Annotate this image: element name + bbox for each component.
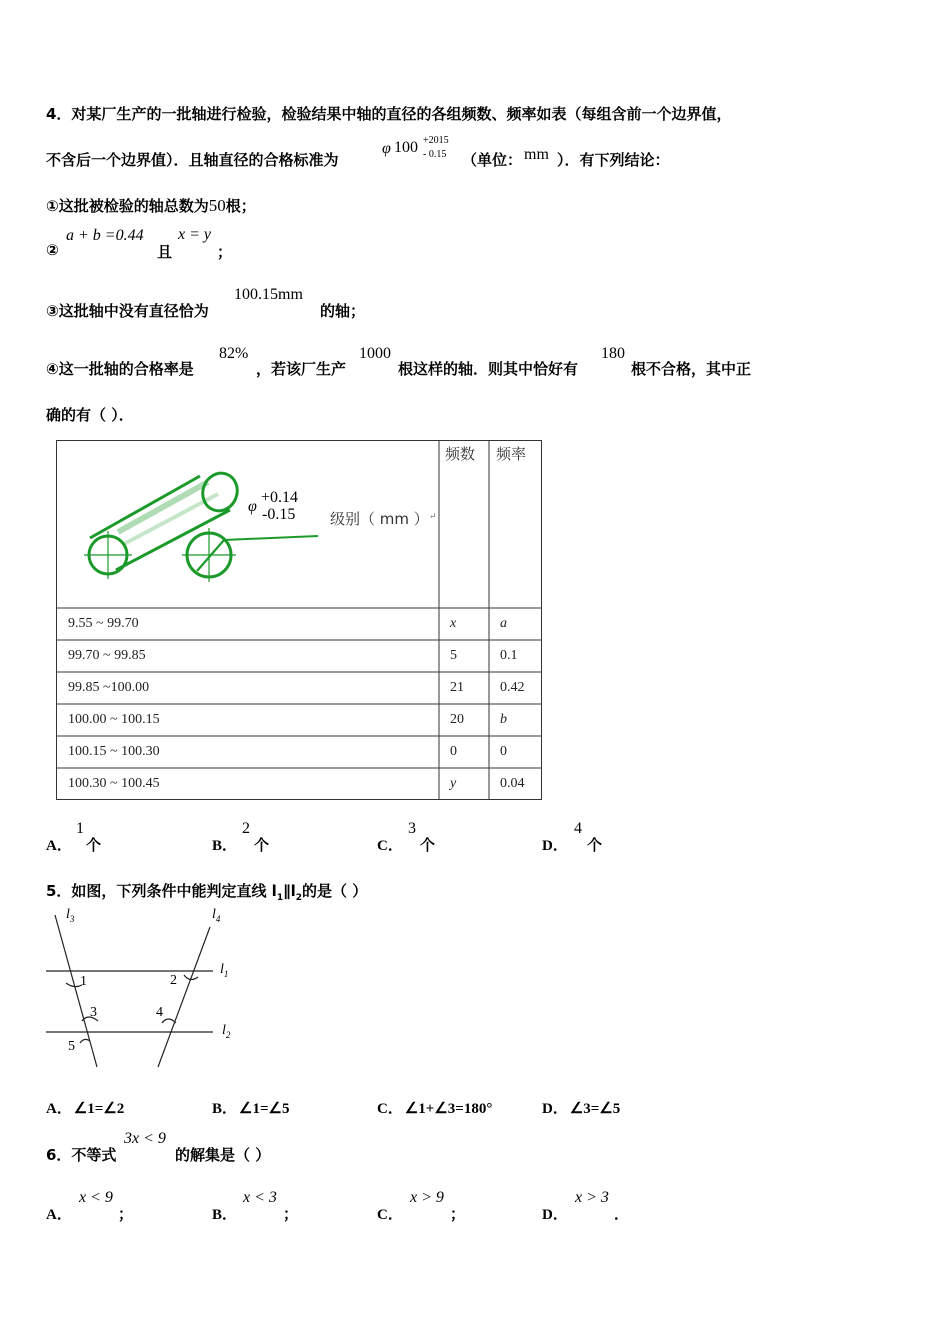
table-row-frequency: 21	[450, 680, 464, 695]
table-row-range: 100.15 ~ 100.30	[68, 744, 160, 759]
table-row-frequency: 20	[450, 712, 464, 727]
s1-text-a: ①这批被检验的轴总数为	[46, 197, 209, 215]
q4-option-c-value: 3	[408, 820, 416, 837]
table-row-rate: a	[500, 616, 507, 631]
q5-option-b-text: ∠1=∠5	[239, 1101, 290, 1117]
q4-line2-c: ）．有下列结论：	[557, 151, 670, 169]
q4-option-a-unit: 个	[86, 836, 102, 854]
q5-option-a[interactable]	[46, 1097, 124, 1118]
table-row-rate: 0.04	[500, 776, 525, 791]
table-row-range: 99.70 ~ 99.85	[68, 648, 146, 663]
fig-tol-phi: φ	[248, 498, 257, 515]
return-mark: ↵	[429, 512, 437, 522]
s1-num: 50	[208, 196, 226, 215]
q6-option-d-letter[interactable]: D．	[542, 1207, 568, 1223]
q4-phi-sup: +2015	[423, 135, 449, 146]
table-row-range: 100.00 ~ 100.15	[68, 712, 160, 727]
q4-statement-2-and: 且	[157, 243, 173, 261]
q5-option-b[interactable]	[212, 1097, 289, 1118]
q4-statement-2-end: ；	[217, 243, 233, 261]
q6-option-a-letter[interactable]: A．	[46, 1207, 72, 1223]
table-row-range: 9.55 ~ 99.70	[68, 616, 139, 631]
q5-option-d-text: ∠3=∠5	[569, 1101, 621, 1117]
table-row-frequency: 0	[450, 744, 457, 759]
table-row-range: 100.30 ~ 100.45	[68, 776, 160, 791]
label-l1: $l_1$	[220, 962, 229, 979]
q4-option-b-value: 2	[242, 820, 250, 837]
header-rate: 频率	[496, 445, 527, 463]
s1-text-b: 根；	[225, 197, 256, 215]
q5-option-c-text: ∠1+∠3=180°	[404, 1101, 493, 1117]
q6-option-c-letter[interactable]: C．	[377, 1207, 403, 1223]
q4-statement-4-pct: 82%	[219, 345, 249, 362]
q6-option-d-end: ．	[614, 1205, 630, 1223]
q4-statement-3-b: 的轴；	[320, 302, 366, 320]
q5-option-b-letter: B．	[212, 1101, 238, 1117]
q4-line2-b: （单位：	[462, 151, 523, 169]
q5-option-c[interactable]	[377, 1097, 492, 1118]
shaft-icon	[78, 460, 328, 610]
q6-option-a-end: ；	[118, 1205, 134, 1223]
table-row-frequency: 5	[450, 648, 457, 663]
q4-line-end: 确的有（ ）．	[46, 406, 134, 424]
q4-option-c-unit: 个	[420, 836, 436, 854]
label-l3: $l_3$	[66, 907, 75, 924]
q6-stem-a: 6．不等式	[46, 1146, 117, 1164]
q6-option-b-math: x < 3	[243, 1189, 277, 1206]
q4-option-a-letter[interactable]: A．	[46, 838, 72, 854]
q6-option-b-end: ；	[283, 1205, 299, 1223]
q4-option-d-unit: 个	[587, 836, 603, 854]
q6-option-c-math: x > 9	[410, 1189, 444, 1206]
q6-option-c-end: ；	[450, 1205, 466, 1223]
q4-statement-3-math: 100.15mm	[234, 286, 303, 303]
q5-option-a-text: ∠1=∠2	[73, 1101, 125, 1117]
q6-stem-math: 3x < 9	[124, 1130, 166, 1147]
q5-stem-b: ∥l	[283, 882, 296, 900]
angle-4-label: 4	[156, 1005, 163, 1020]
angle-5-label: 5	[68, 1039, 75, 1054]
q4-statement-4-1000: 1000	[359, 345, 391, 362]
q6-option-b-letter[interactable]: B．	[212, 1207, 238, 1223]
label-l4: $l_4$	[212, 907, 221, 924]
table-row-rate: b	[500, 712, 507, 727]
q4-statement-4-b: ，若该厂生产	[256, 360, 347, 378]
q4-statement-4-d: 根不合格，其中正	[631, 360, 752, 378]
q6-option-d-math: x > 3	[575, 1189, 609, 1206]
q4-statement-4-180: 180	[601, 345, 625, 362]
label-l2: $l_2$	[222, 1023, 231, 1040]
fig-level-label: 级别（ mm ）	[330, 510, 429, 528]
table-row-rate: 0.42	[500, 680, 525, 695]
q5-stem-c: 的是（ ）	[302, 882, 368, 900]
q4-statement-3-a: ③这批轴中没有直径恰为	[46, 302, 209, 320]
q4-option-a-value: 1	[76, 820, 84, 837]
q4-line1: 4．对某厂生产的一批轴进行检验，检验结果中轴的直径的各组频数、频率如表（每组含前一个边界值，	[46, 105, 732, 123]
angle-2-label: 2	[170, 973, 177, 988]
q4-statement-4-c: 根这样的轴．则其中恰好有	[398, 360, 579, 378]
q4-option-d-letter[interactable]: D．	[542, 838, 568, 854]
header-frequency: 频数	[445, 445, 476, 463]
q5-option-c-letter: C．	[377, 1101, 403, 1117]
angle-1-label: 1	[80, 974, 87, 989]
table-row-rate: 0	[500, 744, 507, 759]
q5-sub2: 2	[295, 893, 302, 903]
angle-3-label: 3	[90, 1005, 97, 1020]
q4-statement-1	[46, 195, 256, 216]
q5-stem	[46, 880, 367, 903]
q4-statement-4-a: ④这一批轴的合格率是	[46, 360, 194, 378]
table-row-rate: 0.1	[500, 648, 518, 663]
q4-option-b-letter[interactable]: B．	[212, 838, 238, 854]
q5-stem-a: 5．如图，下列条件中能判定直线 l	[46, 882, 277, 900]
q4-phi-base: 100	[394, 139, 418, 156]
q4-option-d-value: 4	[574, 820, 582, 837]
q5-sub1: 1	[276, 893, 284, 903]
q5-option-a-letter: A．	[46, 1101, 72, 1117]
fig-tol-minus: -0.15	[262, 506, 296, 523]
q5-lines-figure	[40, 905, 240, 1075]
q4-option-c-letter[interactable]: C．	[377, 838, 403, 854]
q4-statement-2-label: ②	[46, 241, 59, 259]
q4-unit: mm	[524, 146, 549, 163]
table-row-frequency: x	[450, 616, 457, 631]
frequency-table	[56, 440, 542, 800]
q5-option-d[interactable]	[542, 1097, 620, 1118]
table-row-frequency: y	[450, 776, 457, 791]
q6-option-a-math: x < 9	[79, 1189, 113, 1206]
q5-option-d-letter: D．	[542, 1101, 568, 1117]
q6-stem-b: 的解集是（ ）	[175, 1146, 271, 1164]
q4-option-b-unit: 个	[254, 836, 270, 854]
fig-tol-plus: +0.14	[261, 489, 299, 506]
q4-line2-a: 不含后一个边界值）．且轴直径的合格标准为	[46, 151, 339, 169]
q4-phi-symbol: φ	[382, 140, 391, 157]
q4-statement-2-math1: a + b =0.44	[66, 227, 144, 244]
q4-phi-sub: - 0.15	[423, 149, 447, 160]
q4-statement-2-math2: x = y	[178, 226, 211, 243]
table-row-range: 99.85 ~100.00	[68, 680, 150, 695]
